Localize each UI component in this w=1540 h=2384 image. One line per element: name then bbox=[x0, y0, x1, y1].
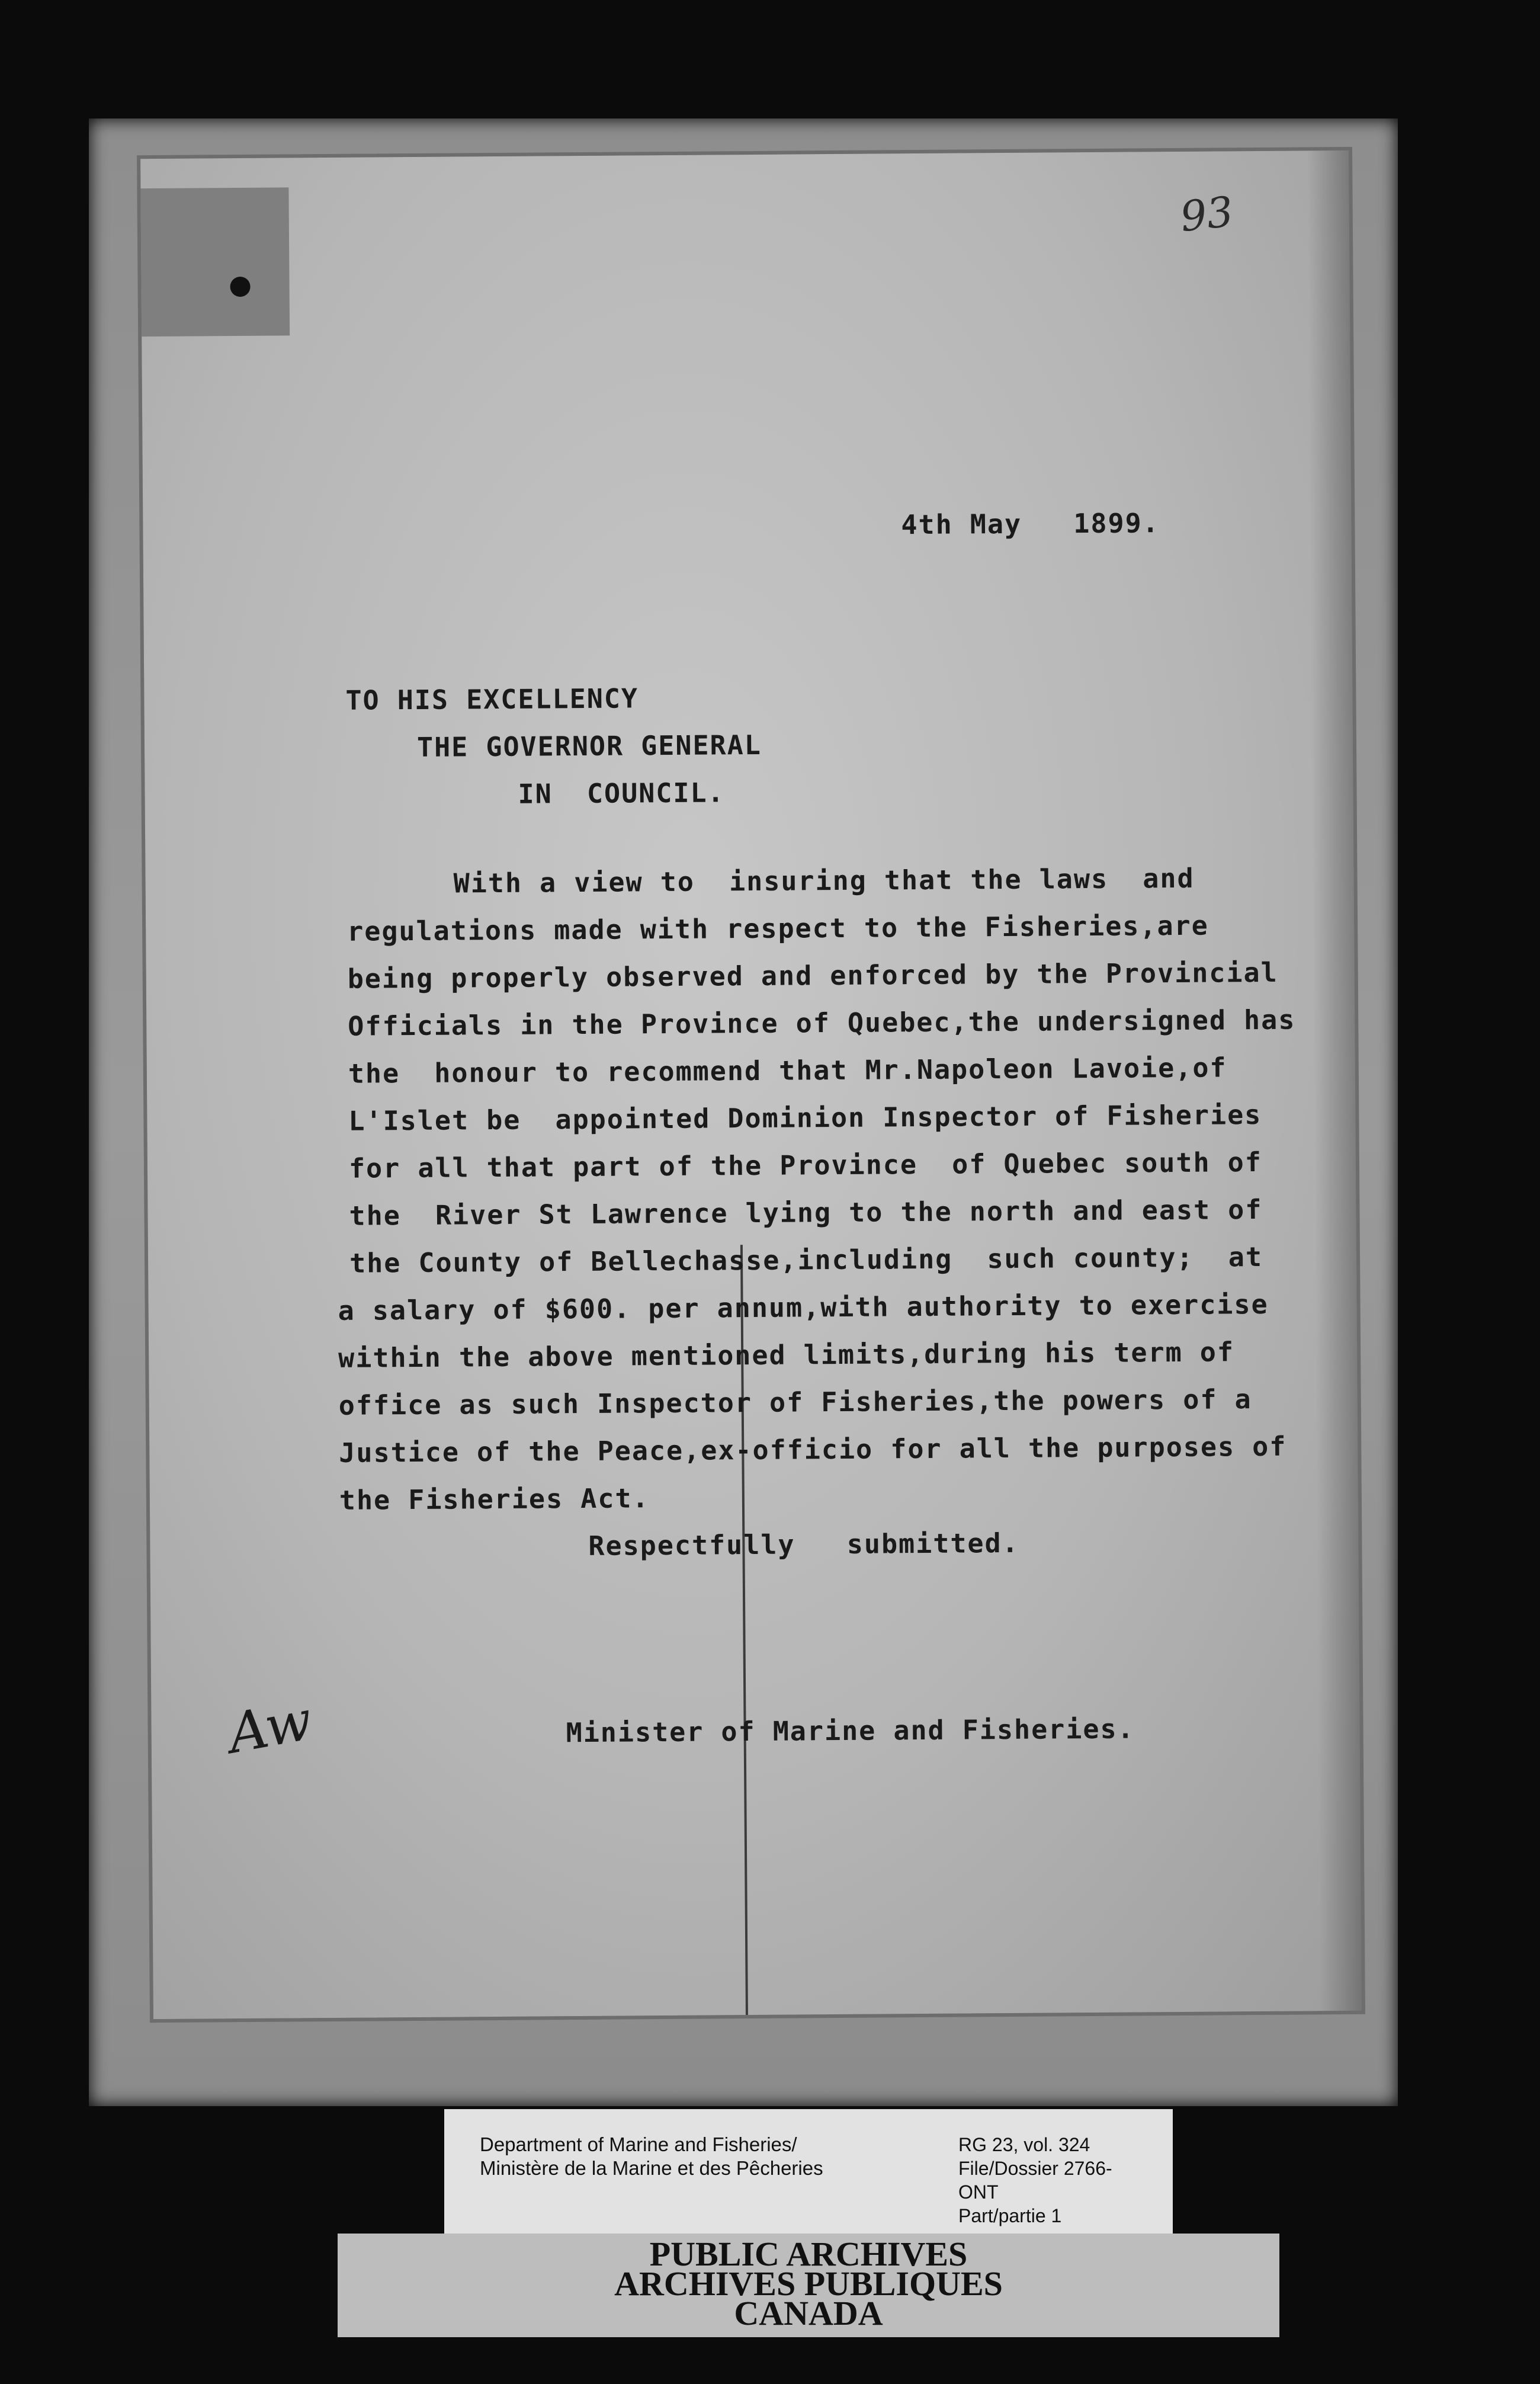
reference-label: RG 23, vol. 324 File/Dossier 2766- ONT Part/partie 1 bbox=[958, 2134, 1112, 2226]
page-shadow bbox=[1307, 150, 1362, 2011]
body-line: the River St Lawrence lying to the north and east of bbox=[349, 1193, 1263, 1232]
handwritten-initials: Aw bbox=[223, 1688, 317, 1766]
body-line: the honour to recommend that Mr.Napoleon Lavoie,of bbox=[348, 1052, 1227, 1090]
body-line: a salary of $600. per annum,with authority to exercise bbox=[338, 1288, 1269, 1326]
archive-label bbox=[444, 2109, 1173, 2242]
body-line: regulations made with respect to the Fisheries,are bbox=[346, 909, 1209, 947]
archives-stamp bbox=[338, 2234, 1279, 2337]
stamp-line-2: ARCHIVES PUBLIQUES bbox=[614, 2264, 1003, 2303]
corner-patch bbox=[140, 187, 290, 337]
address-line-3: IN COUNCIL. bbox=[518, 777, 725, 810]
address-line-1: TO HIS EXCELLENCY bbox=[345, 682, 639, 716]
stamp-line-1: PUBLIC ARCHIVES bbox=[649, 2235, 968, 2273]
body-line: Officials in the Province of Quebec,the undersigned has bbox=[348, 1004, 1296, 1042]
body-line: for all that part of the Province of Quebec south of bbox=[348, 1146, 1263, 1184]
body-line: Justice of the Peace,ex-officio for all the purposes of bbox=[339, 1430, 1287, 1469]
punch-hole bbox=[230, 277, 250, 297]
body-line: office as such Inspector of Fisheries,the powers of a bbox=[338, 1383, 1252, 1421]
address-line-2: THE GOVERNOR GENERAL bbox=[416, 729, 762, 763]
body-line: the Fisheries Act. bbox=[339, 1482, 650, 1516]
body-line: being properly observed and enforced by the Provincial bbox=[347, 956, 1278, 995]
body-line: L'Islet be appointed Dominion Inspector of Fisheries bbox=[348, 1098, 1262, 1137]
body-line: the County of Bellechasse,including such county; at bbox=[349, 1241, 1263, 1279]
folio-number: 93 bbox=[1178, 187, 1236, 242]
signatory: Minister of Marine and Fisheries. bbox=[566, 1713, 1135, 1749]
stamp-line-3: CANADA bbox=[734, 2294, 883, 2332]
document-page bbox=[137, 147, 1365, 2023]
body-line: within the above mentioned limits,during his term of bbox=[338, 1336, 1235, 1374]
letter-date: 4th May 1899. bbox=[901, 507, 1160, 541]
department-label: Department of Marine and Fisheries/ Ministère de la Marine et des Pêcheries bbox=[480, 2133, 823, 2179]
closing: Respectfully submitted. bbox=[588, 1527, 1019, 1562]
body-line: With a view to insuring that the laws and bbox=[453, 862, 1195, 899]
